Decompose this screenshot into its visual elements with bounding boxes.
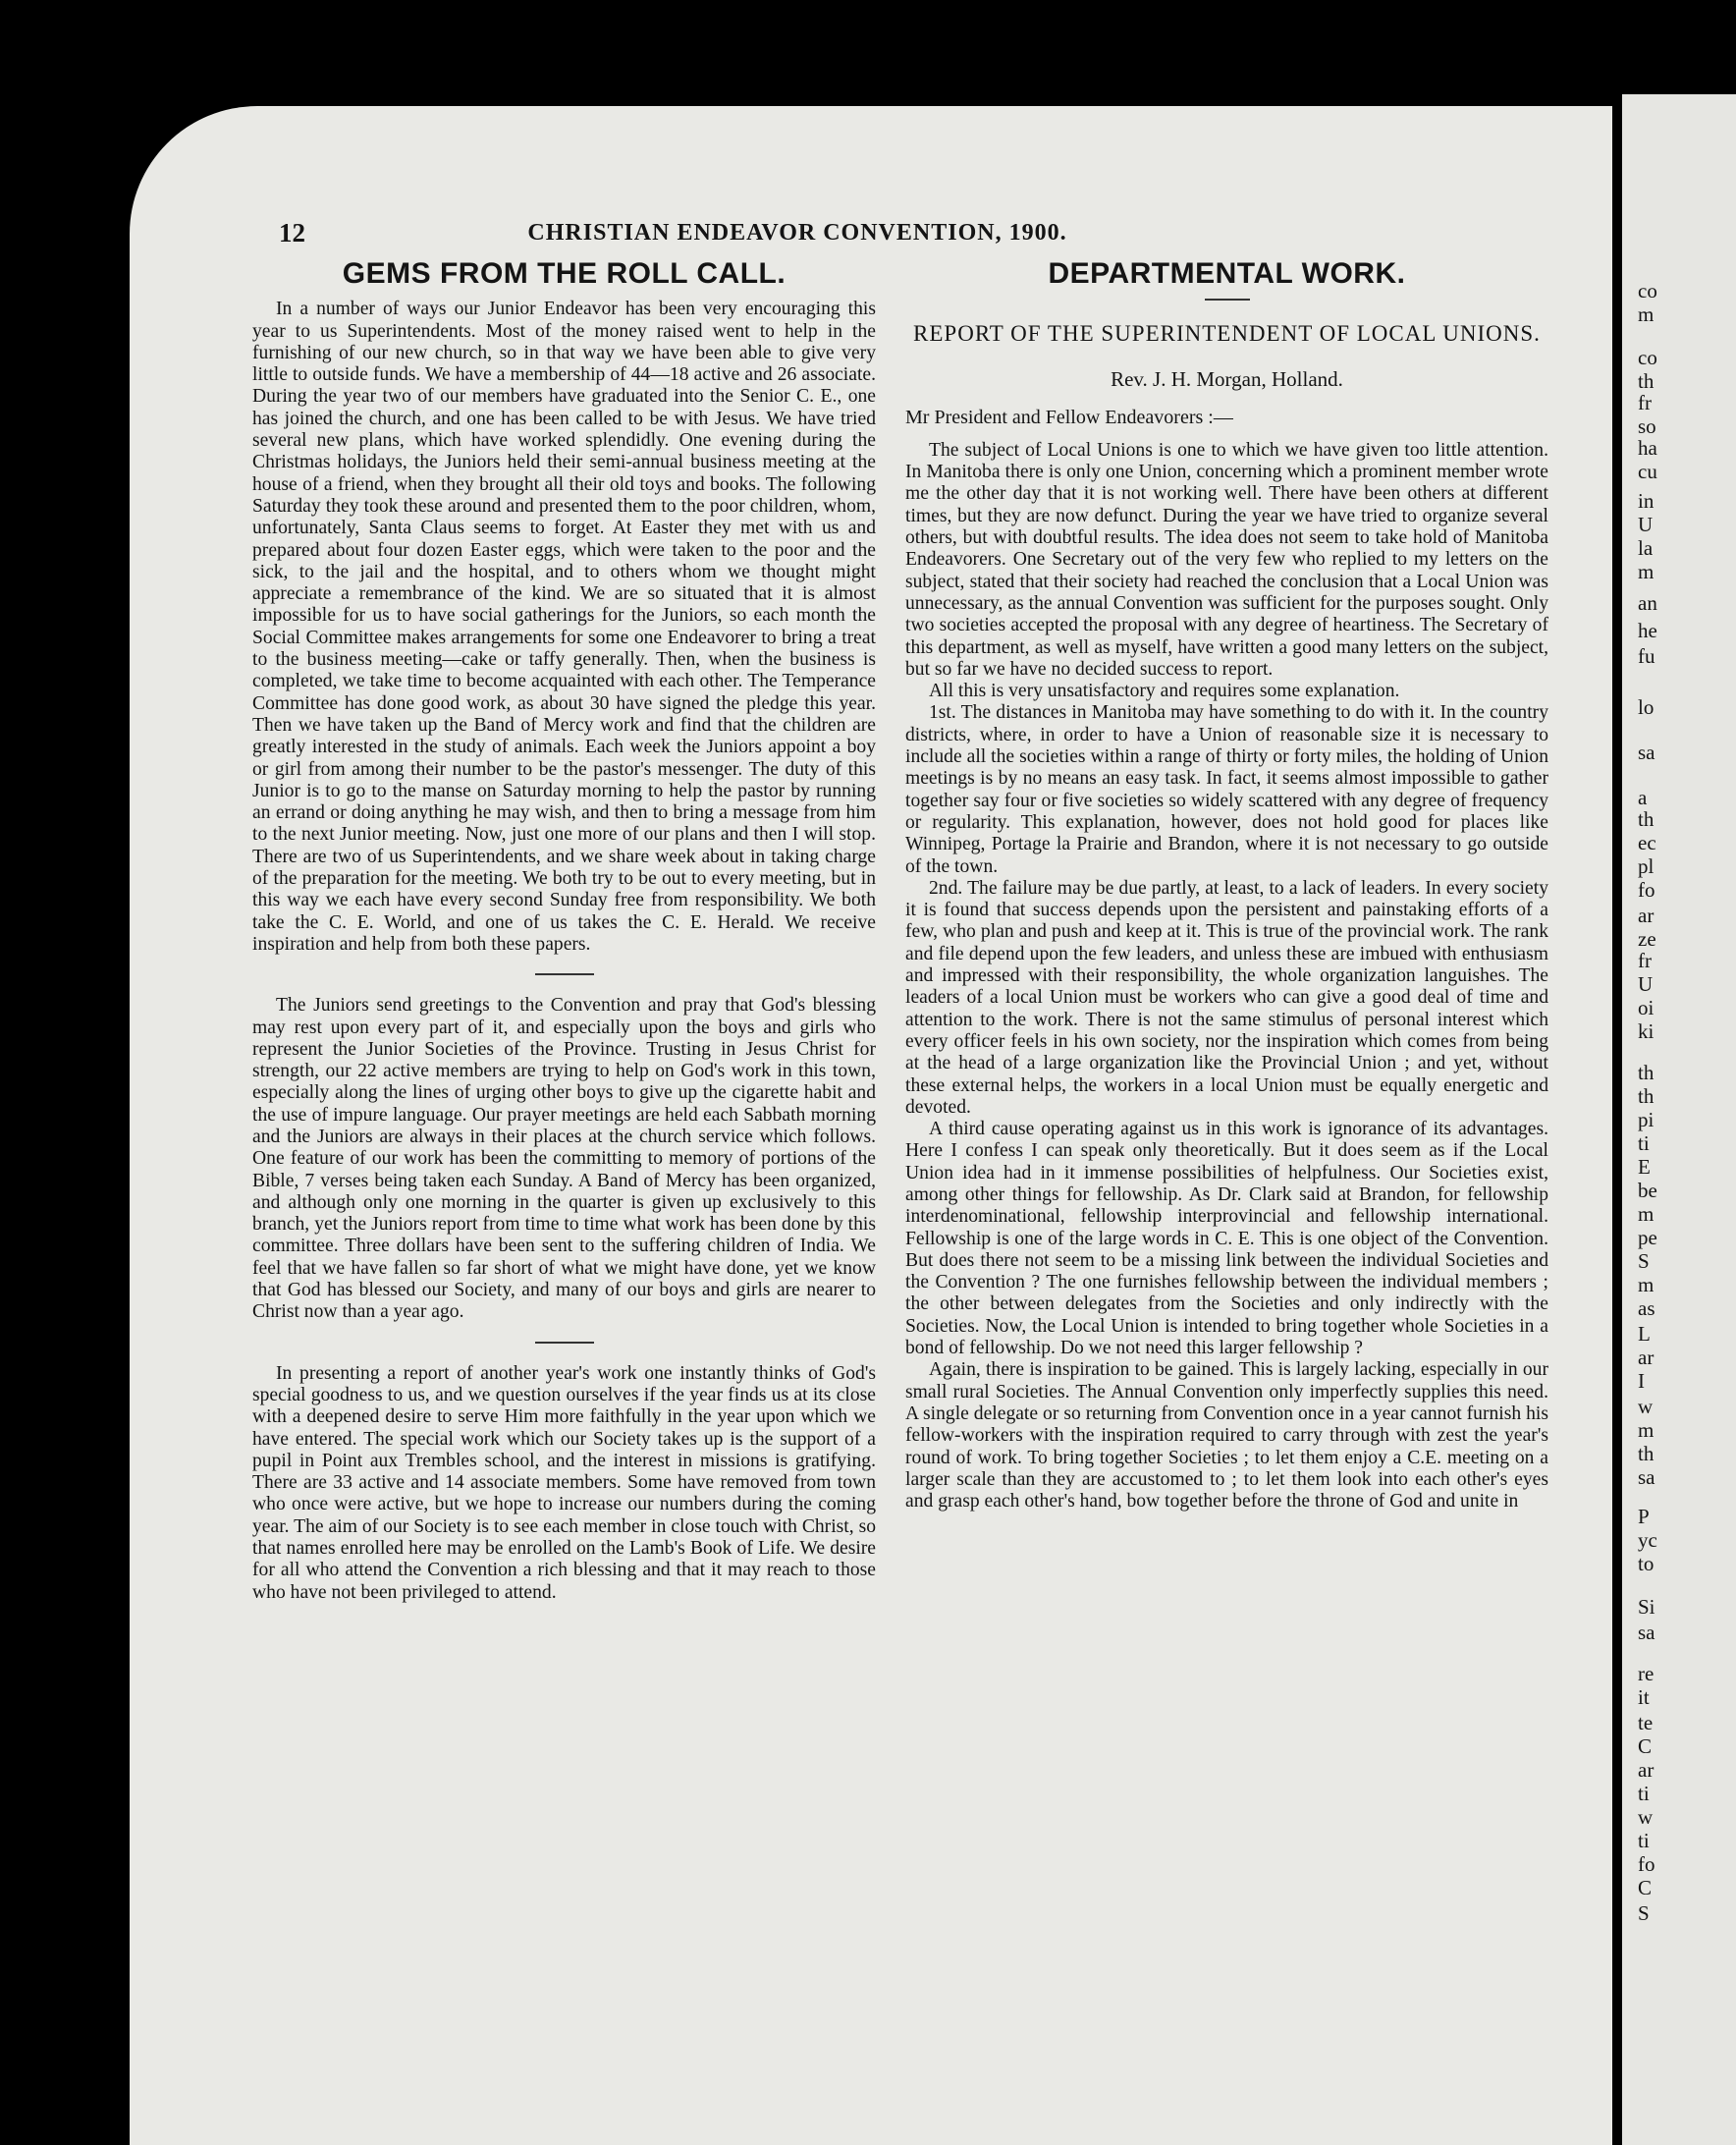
report-paragraph: 1st. The distances in Manitoba may have something to do with it. In the country districts, where, in order to have a Union of reasonable size it is necessary to include all the societies within a range of thirty or forty miles, the holding of Union meetings is by no means an easy task. In fact, it seems almost impossible to gather together say four or five societies so widely scattered with any degree of frequency or regularity. This explanation, however, does not hold good for places like Winnipeg, Portage la Prairie and Brandon, where it is not necessary to go outside of the town. [905,702,1548,877]
adjacent-page-fragment: E [1638,1155,1651,1179]
adjacent-page-fragment: th [1638,1061,1655,1084]
adjacent-page-fragment: sa [1638,741,1655,764]
adjacent-page-fragment: ar [1638,904,1655,927]
adjacent-page-fragment: S [1638,1249,1650,1273]
adjacent-page-fragment: lo [1638,695,1655,719]
adjacent-page-fragment: U [1638,972,1654,996]
page-number: 12 [279,218,305,248]
adjacent-page-fragment: ti [1638,1782,1650,1805]
adjacent-page-fragment: fr [1638,391,1652,414]
adjacent-page-fragment: fo [1638,878,1655,902]
adjacent-page-fragment: ar [1638,1346,1655,1369]
report-paragraph: 2nd. The failure may be due partly, at least, to a lack of leaders. In every society it is found that success depends upon the persistent and painstaking efforts of a few, who plan and push and keep at it. This is true of the provincial work. The rank and file depend upon the few leaders, and unless these are imbued with enthusiasm and impressed with their responsibility, the whole organization languishes. The leaders of a local Union must be workers who can give a good deal of time and attention to the work. There is not the same stimulus of personal interest which every officer feels in his own society, nor the inspiration which comes from being at the head of a large organization like the Provincial Union ; and yet, without these external helps, the workers in a local Union must be equally energetic and devoted. [905,877,1548,1118]
article-paragraph: In presenting a report of another year's work one instantly thinks of God's special goodness to us, and we question ourselves if the year finds us at its close with a deepened desire to serve Him more faithfully in the year upon which we have entered. The special work which our Society takes up is the support of a pupil in Point aux Trembles school, and the interest in missions is gratifying. There are 33 active and 14 associate members. Some have removed from town who once were active, but we hope to increase our numbers during the coming year. The aim of our Society is to see each member in close touch with Christ, so that names enrolled here may be enrolled on the Lamb's Book of Life. We desire for all who attend the Convention a rich blessing and that it may reach to those who have not been privileged to attend. [252,1362,876,1603]
adjacent-page-fragment: fo [1638,1852,1655,1876]
adjacent-page-fragment: pl [1638,854,1655,878]
report-paragraph: Again, there is inspiration to be gained. This is largely lacking, especially in our small rural Societies. The Annual Convention only imperfectly supplies this need. A single delegate or so returning from Convention once in a year cannot furnish his fellow-workers with the inspiration required to carry through with zest the year's round of work. To bring together Societies ; to let them enjoy a C.E. meeting on a larger scale than they are accustomed to ; to let them look into each other's eyes and grasp each other's hand, bow together before the throne of God and unite in [905,1359,1548,1512]
adjacent-page-fragment: sa [1638,1465,1655,1489]
left-column [252,257,876,1604]
report-paragraph: A third cause operating against us in this work is ignorance of its advantages. Here I confess I can speak only theoretically. But it does seem as if the Local Union idea had in it immense possibilities of helpfulness. Our Societies exist, among other things for fellowship. As Dr. Clark said at Brandon, for fellowship interdenominational, fellowship interprovincial and fellowship international. Fellowship is one of the large words in C. E. This is one object of the Convention. But does there not seem to be a missing link between the individual Societies and the Convention ? The one furnishes fellowship between the individual members ; the other between delegates from the Societies and only indirectly with the Societies. Now, the Local Union is intended to bring together whole Societies in a bond of fellowship. Do we not need this larger fellowship ? [905,1119,1548,1359]
newspaper-page [130,106,1612,2145]
adjacent-page-fragment: cu [1638,460,1657,483]
adjacent-page-fragment: w [1638,1395,1654,1418]
article-paragraph: The Juniors send greetings to the Convention and pray that God's blessing may rest upon every part of it, and especially upon the boys and girls who represent the Junior Societies of the Province. Trusting in Jesus Christ for strength, our 22 active members are trying to help on God's work in this town, especially along the lines of urging other boys to give up the cigarette habit and the use of impure language. Our prayer meetings are held each Sabbath morning and the Juniors are always in their places at the church service which follows. One feature of our work has been the committing to memory of portions of the Bible, 7 verses being taken each Sunday. A Band of Mercy has been organized, and although only one morning in the quarter is given up exclusively to this branch, yet the Juniors report from time to time what work has been done by this committee. Three dollars have been sent to the suffering children of India. We feel that we have fallen so far short of what we might have done, yet we know that God has blessed our Society, and many of our boys and girls are nearer to Christ now than a year ago. [252,995,876,1323]
adjacent-page-fragment: th [1638,1084,1655,1108]
adjacent-page-fragment: m [1638,560,1655,583]
adjacent-page-fragment: m [1638,302,1655,326]
adjacent-page-fragment: co [1638,279,1657,302]
adjacent-page-fragment: ze [1638,927,1656,951]
report-byline: Rev. J. H. Morgan, Holland. [1111,367,1343,392]
adjacent-page-fragment: sa [1638,1621,1655,1644]
report-salutation: Mr President and Fellow Endeavorers :— [905,406,1233,428]
adjacent-page-fragment: th [1638,807,1655,831]
adjacent-page-fragment: it [1638,1685,1650,1709]
section-divider [535,1342,594,1344]
adjacent-page-fragment: in [1638,489,1655,513]
adjacent-page-fragment: so [1638,414,1656,438]
right-column [905,257,1548,1512]
adjacent-page-fragment: P [1638,1505,1650,1528]
adjacent-page-fragment: co [1638,346,1657,369]
adjacent-page-fragment: an [1638,591,1657,615]
section-divider [535,973,594,975]
adjacent-page-fragment: la [1638,536,1654,560]
adjacent-page-fragment: re [1638,1662,1655,1685]
adjacent-page-fragment: fr [1638,949,1652,972]
adjacent-page-fragment: a [1638,786,1648,809]
adjacent-page-fragment: m [1638,1273,1655,1296]
adjacent-page-fragment: pi [1638,1108,1655,1131]
adjacent-page-fragment: pe [1638,1226,1657,1249]
adjacent-page-fragment: ar [1638,1758,1655,1782]
report-paragraph: The subject of Local Unions is one to which we have given too little attention. In Manitoba there is only one Union, concerning which a prominent member wrote me the other day that it is not working well. There have been others at different times, but they are now defunct. During the year we have tried to organize several others, but with doubtful results. The idea does not seem to take hold of Manitoba Endeavorers. One Secretary out of the very few who replied to my letters on the subject, stated that their society had reached the conclusion that a Local Union was unnecessary, as the annual Convention was sufficient for the purposes sought. Only two societies accepted the proposal with any degree of heartiness. The Secretary of this department, as well as myself, have written a good many letters on the subject, but so far we have no decided success to report. [905,439,1548,680]
report-title: REPORT OF THE SUPERINTENDENT OF LOCAL UNIONS. [913,321,1541,347]
adjacent-page-edge [1622,94,1736,2145]
report-paragraph: All this is very unsatisfactory and requires some explanation. [929,681,1400,702]
adjacent-page-fragment: ha [1638,436,1657,460]
adjacent-page-fragment: ti [1638,1829,1650,1852]
adjacent-page-fragment: ti [1638,1131,1650,1155]
running-title: CHRISTIAN ENDEAVOR CONVENTION, 1900. [527,220,1067,246]
title-divider [1205,299,1250,301]
adjacent-page-fragment: be [1638,1179,1657,1202]
adjacent-page-fragment: yc [1638,1528,1657,1552]
adjacent-page-fragment: L [1638,1322,1651,1346]
adjacent-page-fragment: S [1638,1901,1650,1925]
adjacent-page-fragment: m [1638,1418,1655,1442]
adjacent-page-fragment: Si [1638,1595,1655,1619]
left-column-title: GEMS FROM THE ROLL CALL. [342,257,787,290]
article-paragraph: In a number of ways our Junior Endeavor has been very encouraging this year to us Superintendents. Most of the money raised went to help in the furnishing of our new church, so in that way we have been able to give very little to outside funds. We have a membership of 44—18 active and 26 associate. During the year two of our members have graduated into the Senior C. E., one has joined the church, and one has been called to be with Jesus. We have tried several new plans, which have worked splendidly. One evening during the Christmas holidays, the Juniors held their semi-annual business meeting at the house of a friend, when they brought all their old toys and books. The following Saturday they took these around and presented them to the poor children, whom, unfortunately, Santa Claus seems to forget. At Easter they met with us and prepared about four dozen Easter eggs, which were taken to the poor and the sick, to the jail and the hospital, and to others whom we thought might appreciate a remembrance of the kind. We are so situated that it is almost impossible for us to have social gatherings for the Juniors, so each month the Social Committee makes arrangements for some one Endeavorer to bring a treat to the business meeting—cake or taffy generally. Then, when the business is completed, we take time to become acquainted with each other. The Temperance Committee has done good work, as about 30 have signed the pledge this year. Then we have taken up the Band of Mercy work and find that the children are greatly interested in the study of animals. Each week the Juniors appoint a boy or girl from among their number to be the pastor's messenger. The duty of this Junior is to go to the manse on Saturday morning to help the pastor by running an errand or doing anything he may wish, and then to bring a message from him to the next Junior meeting. Now, just one more of our plans and then I will stop. There are two of us Superintendents, and we share week about in taking charge of the preparation for the meeting. We both try to be out to every meeting, but in this way we each have every second Sunday free from responsibility. We both take the C. E. World, and one of us takes the C. E. Herald. We receive inspiration and help from both these papers. [252,299,876,955]
adjacent-page-fragment: th [1638,369,1655,393]
adjacent-page-fragment: C [1638,1734,1653,1758]
adjacent-page-fragment: he [1638,619,1657,642]
adjacent-page-fragment: m [1638,1202,1655,1226]
adjacent-page-fragment: to [1638,1552,1655,1575]
adjacent-page-fragment: ki [1638,1019,1655,1043]
adjacent-page-fragment: U [1638,513,1654,536]
adjacent-page-fragment: as [1638,1296,1655,1320]
adjacent-page-fragment: te [1638,1711,1654,1734]
adjacent-page-fragment: w [1638,1805,1654,1829]
adjacent-page-fragment: th [1638,1442,1655,1465]
adjacent-page-fragment: oi [1638,996,1655,1019]
adjacent-page-fragment: fu [1638,644,1655,668]
right-column-title: DEPARTMENTAL WORK. [1048,257,1406,290]
adjacent-page-fragment: ec [1638,831,1656,854]
adjacent-page-fragment: C [1638,1876,1653,1899]
adjacent-page-fragment: I [1638,1369,1645,1393]
